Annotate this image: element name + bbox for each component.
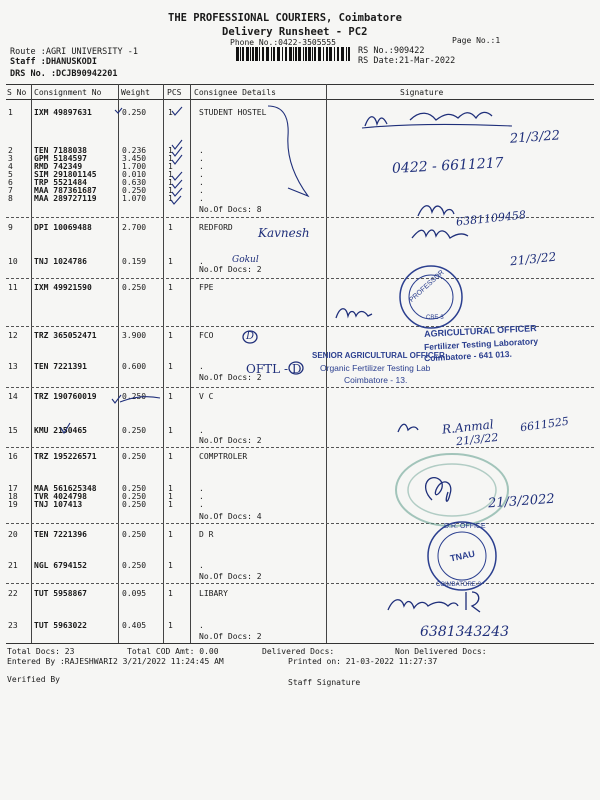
- row-consignee: .: [199, 186, 204, 195]
- row-no-of-docs: No.Of Docs: 2: [199, 373, 262, 382]
- row-consignee: V C: [199, 392, 214, 401]
- row-sno: 11: [8, 283, 18, 292]
- stamp-dr-office-bottom: COIMBATORE-3: [436, 582, 482, 588]
- entered-by: Entered By :RAJESHWARI2 3/21/2022 11:24:45 AM: [7, 657, 224, 666]
- row-sno: 18: [8, 492, 18, 501]
- row-sno: 16: [8, 452, 18, 461]
- hand-r13-mark: OFTL - D: [246, 362, 302, 376]
- hand-sig23-phone: 6381343243: [420, 624, 510, 640]
- row-weight: 0.159: [122, 257, 147, 266]
- row-weight: 0.250: [122, 426, 147, 435]
- row-weight: 0.250: [122, 530, 147, 539]
- row-consignee: COMPTROLER: [199, 452, 248, 461]
- row-pcs: 1: [168, 589, 173, 598]
- row-weight: 2.700: [122, 223, 147, 232]
- row-weight: 0.236: [122, 146, 147, 155]
- hand-sig9-phone: 6381109458: [455, 208, 527, 229]
- row-sno: 23: [8, 621, 18, 630]
- row-consignment-no: DPI 10069488: [34, 223, 92, 232]
- rs-number: RS No.:909422: [358, 46, 425, 56]
- row-no-of-docs: No.Of Docs: 8: [199, 205, 262, 214]
- row-pcs: 1: [168, 500, 173, 509]
- drs-number: DRS No. :DCJB90942201: [10, 69, 118, 79]
- row-consignee: .: [199, 362, 204, 371]
- row-consignment-no: MAA 289727119: [34, 194, 97, 203]
- row-consignee: .: [199, 500, 204, 509]
- row-sno: 7: [8, 186, 13, 195]
- row-consignee: .: [199, 162, 204, 171]
- row-sno: 19: [8, 500, 18, 509]
- row-consignee: .: [199, 154, 204, 163]
- stamp-dr-office-top: D.R. OFFICE: [444, 523, 486, 530]
- col-signature: Signature: [400, 88, 444, 97]
- row-consignment-no: IXM 49897631: [34, 108, 92, 117]
- stamp-dr-office-mid: TNAU: [449, 548, 476, 564]
- route-label: Route :AGRI UNIVERSITY -1: [10, 47, 138, 57]
- row-pcs: 1: [168, 186, 173, 195]
- row-pcs: 1: [168, 154, 173, 163]
- runsheet-subtitle: Delivery Runsheet - PC2: [222, 26, 368, 38]
- row-weight: 0.600: [122, 362, 147, 371]
- row-consignee: .: [199, 146, 204, 155]
- row-weight: 0.405: [122, 621, 147, 630]
- row-pcs: 1: [168, 331, 173, 340]
- row-pcs: 1: [168, 426, 173, 435]
- row-sno: 10: [8, 257, 18, 266]
- stamp-senior-1: SENIOR AGRICULTURAL OFFICER: [312, 351, 445, 360]
- stamp-agri-officer-3: Coimbatore - 641 013.: [423, 348, 513, 364]
- row-consignment-no: MAA 787361687: [34, 186, 97, 195]
- row-consignment-no: TVR 4024798: [34, 492, 87, 501]
- stamp-senior-3: Coimbatore - 13.: [344, 375, 408, 385]
- row-weight: 0.250: [122, 484, 147, 493]
- row-consignment-no: TUT 5958867: [34, 589, 87, 598]
- row-sno: 9: [8, 223, 13, 232]
- row-consignee: .: [199, 178, 204, 187]
- col-consignee: Consignee Details: [194, 88, 276, 97]
- row-pcs: 1: [168, 362, 173, 371]
- stamp-professor-top: PROFESSOR: [408, 269, 446, 304]
- row-sno: 4: [8, 162, 13, 171]
- rs-date: RS Date:21-Mar-2022: [358, 56, 456, 66]
- staff-signature-label: Staff Signature: [288, 678, 361, 687]
- col-consignment: Consignment No: [34, 88, 102, 97]
- row-weight: 0.250: [122, 492, 147, 501]
- row-sno: 22: [8, 589, 18, 598]
- col-pcs: PCS: [167, 88, 182, 97]
- row-pcs: 1: [168, 146, 173, 155]
- row-sno: 2: [8, 146, 13, 155]
- stamp-senior-2: Organic Fertilizer Testing Lab: [320, 363, 431, 373]
- row-pcs: 1: [168, 392, 173, 401]
- hand-sig17-date: 21/3/2022: [487, 491, 556, 512]
- row-consignment-no: TNJ 107413: [34, 500, 83, 509]
- stamp-professor-bottom: CBE-3: [426, 315, 444, 321]
- row-weight: 0.250: [122, 500, 147, 509]
- row-pcs: 1: [168, 257, 173, 266]
- row-pcs: 1: [168, 170, 173, 179]
- verified-by: Verified By: [7, 675, 60, 684]
- row-consignment-no: TEN 7221396: [34, 530, 87, 539]
- row-consignee: FCO: [199, 331, 214, 340]
- delivered-docs: Delivered Docs:: [262, 647, 335, 656]
- row-consignee: .: [199, 170, 204, 179]
- row-weight: 0.250: [122, 186, 147, 195]
- hand-sig15-date: 21/3/22: [455, 430, 499, 449]
- row-pcs: 1: [168, 194, 173, 203]
- col-sno: S No: [7, 88, 27, 97]
- staff-label: Staff :DHANUSKODI: [10, 57, 97, 67]
- row-weight: 0.250: [122, 108, 147, 117]
- row-consignee: .: [199, 561, 204, 570]
- row-consignment-no: GPM 5184597: [34, 154, 87, 163]
- row-consignment-no: MAA 561625348: [34, 484, 97, 493]
- row-sno: 5: [8, 170, 13, 179]
- row-consignee: .: [199, 621, 204, 630]
- row-no-of-docs: No.Of Docs: 4: [199, 512, 262, 521]
- hand-sig15-name: R.Anmal: [441, 417, 495, 437]
- hand-sig10-date: 21/3/22: [509, 249, 557, 269]
- row-consignment-no: KMU 2150465: [34, 426, 87, 435]
- row-weight: 1.070: [122, 194, 147, 203]
- row-consignee: REDFORD: [199, 223, 233, 232]
- row-weight: 0.250: [122, 452, 147, 461]
- hand-sig15-phone: 6611525: [519, 414, 570, 435]
- page-number: Page No.:1: [452, 36, 501, 45]
- row-sno: 3: [8, 154, 13, 163]
- row-weight: 1.700: [122, 162, 147, 171]
- row-no-of-docs: No.Of Docs: 2: [199, 265, 262, 274]
- col-weight: Weight: [121, 88, 150, 97]
- total-cod: Total COD Amt: 0.00: [127, 647, 219, 656]
- company-title: THE PROFESSIONAL COURIERS, Coimbatore: [168, 12, 402, 24]
- row-weight: 0.250: [122, 561, 147, 570]
- row-consignment-no: SIM 291801145: [34, 170, 97, 179]
- row-sno: 21: [8, 561, 18, 570]
- row-sno: 13: [8, 362, 18, 371]
- row-pcs: 1: [168, 621, 173, 630]
- row-pcs: 1: [168, 283, 173, 292]
- row-consignee: FPE: [199, 283, 214, 292]
- row-pcs: 1: [168, 108, 173, 117]
- row-pcs: 1: [168, 223, 173, 232]
- row-consignee: .: [199, 492, 204, 501]
- row-weight: 0.010: [122, 170, 147, 179]
- row-weight: 0.250: [122, 283, 147, 292]
- row-no-of-docs: No.Of Docs: 2: [199, 436, 262, 445]
- row-sno: 6: [8, 178, 13, 187]
- row-consignment-no: TRZ 190760019: [34, 392, 97, 401]
- hand-r12-mark: D: [246, 331, 255, 342]
- stamp-agri-officer-1: AGRICULTURAL OFFICER: [423, 323, 537, 339]
- row-consignee: .: [199, 426, 204, 435]
- total-docs: Total Docs: 23: [7, 647, 75, 656]
- non-delivered-docs: Non Delivered Docs:: [395, 647, 487, 656]
- hand-r9-name: Kavnesh: [258, 226, 310, 240]
- row-consignee: .: [199, 194, 204, 203]
- row-sno: 1: [8, 108, 13, 117]
- row-no-of-docs: No.Of Docs: 2: [199, 632, 262, 641]
- row-weight: 3.450: [122, 154, 147, 163]
- row-sno: 8: [8, 194, 13, 203]
- hand-sig1-phone: 0422 - 6611217: [391, 155, 504, 177]
- row-pcs: 1: [168, 492, 173, 501]
- row-consignment-no: TRZ 195226571: [34, 452, 97, 461]
- row-no-of-docs: No.Of Docs: 2: [199, 572, 262, 581]
- row-weight: 0.250: [122, 392, 147, 401]
- row-consignee: D R: [199, 530, 214, 539]
- row-sno: 12: [8, 331, 18, 340]
- row-pcs: 1: [168, 484, 173, 493]
- row-consignment-no: IXM 49921590: [34, 283, 92, 292]
- row-sno: 14: [8, 392, 18, 401]
- row-sno: 17: [8, 484, 18, 493]
- row-consignment-no: TRP 5521484: [34, 178, 87, 187]
- hand-r10-name: Gokul: [232, 255, 259, 265]
- row-weight: 0.095: [122, 589, 147, 598]
- row-consignment-no: TUT 5963022: [34, 621, 87, 630]
- row-pcs: 1: [168, 452, 173, 461]
- row-consignee: LIBARY: [199, 589, 228, 598]
- phone-number: Phone No.:0422-3505555: [230, 38, 336, 47]
- row-pcs: 1: [168, 178, 173, 187]
- row-weight: 0.630: [122, 178, 147, 187]
- hand-sig1-date: 21/3/22: [509, 128, 561, 147]
- row-consignee: .: [199, 257, 204, 266]
- row-consignment-no: TEN 7188038: [34, 146, 87, 155]
- row-consignee: STUDENT HOSTEL: [199, 108, 267, 117]
- row-consignment-no: RMD 742349: [34, 162, 83, 171]
- row-weight: 3.900: [122, 331, 147, 340]
- row-consignment-no: NGL 6794152: [34, 561, 87, 570]
- stamp-agri-officer-2: Fertilizer Testing Laboratory: [423, 336, 539, 352]
- row-pcs: 1: [168, 162, 173, 171]
- row-pcs: 1: [168, 561, 173, 570]
- stamp-professor: [396, 262, 466, 332]
- row-consignment-no: TNJ 1024786: [34, 257, 87, 266]
- row-sno: 20: [8, 530, 18, 539]
- row-consignment-no: TEN 7221391: [34, 362, 87, 371]
- row-consignee: .: [199, 484, 204, 493]
- row-sno: 15: [8, 426, 18, 435]
- row-pcs: 1: [168, 530, 173, 539]
- row-consignment-no: TRZ 365052471: [34, 331, 97, 340]
- printed-on: Printed on: 21-03-2022 11:27:37: [288, 657, 438, 666]
